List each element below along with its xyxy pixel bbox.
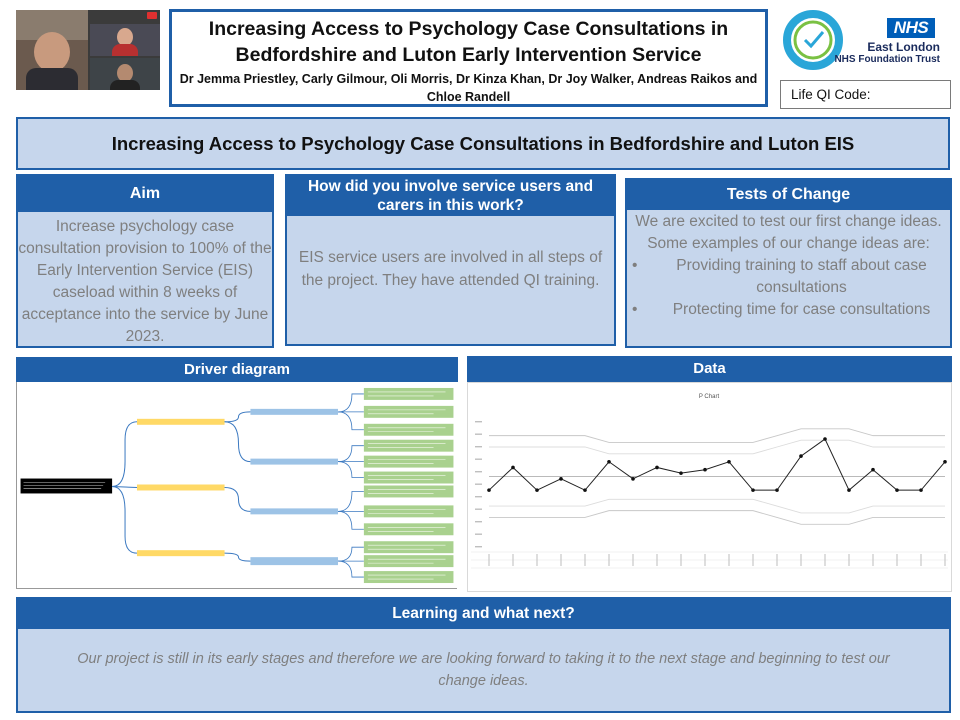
learning-text: Our project is still in its early stages and therefore we are looking forward to taking it to the next stage and beginning to test our change ideas. [77,651,890,689]
data-point [895,488,899,492]
y-tick [475,521,482,522]
nhs-logo: NHS [887,18,935,38]
table-cell-mark [728,554,729,566]
participant-tile [90,24,160,56]
y-tick [475,434,482,435]
table-cell-mark [824,554,825,566]
table-cell-mark [920,554,921,566]
aim-text: Increase psychology case consultation provision to 100% of the Early Intervention Service (EIS) caseload within 8 weeks of acceptance into the service by June 2023. [18,218,272,345]
involvement-text: EIS service users are involved in all steps of the project. They have attended QI training. [298,249,603,289]
table-cell-mark [752,554,753,566]
primary-driver-box [137,550,225,556]
y-tick [475,546,482,547]
change-idea-box [364,424,454,436]
aim-heading: Aim [18,176,272,212]
table-cell-mark [776,554,777,566]
driver-connector [112,486,137,553]
driver-connector [112,422,137,487]
data-point [511,466,515,470]
data-point [655,466,659,470]
table-cell-mark [536,554,537,566]
change-idea-boxes [364,388,454,583]
data-point [607,460,611,464]
table-cell-mark [584,554,585,566]
change-idea-box [364,485,454,497]
table-cell-mark [896,554,897,566]
table-cell-mark [512,554,513,566]
y-tick [475,496,482,497]
secondary-driver-box [250,508,338,514]
table-cell-mark [944,554,945,566]
aim-panel [16,174,274,348]
trust-subtitle: NHS Foundation Trust [834,54,940,65]
change-idea-box [364,456,454,468]
data-point [751,488,755,492]
data-point [727,460,731,464]
data-point [487,488,491,492]
y-tick [475,509,482,510]
data-point [535,488,539,492]
data-point [559,477,563,481]
involvement-heading: How did you involve service users and carers in this work? [287,176,614,216]
data-point [631,477,635,481]
project-banner: Increasing Access to Psychology Case Consultations in Bedfordshire and Luton EIS [16,117,950,170]
change-idea-box [364,523,454,535]
data-point [583,488,587,492]
participant-tile [16,10,88,90]
change-idea-box [364,505,454,517]
data-point [943,460,947,464]
y-tick [475,459,482,460]
chart-title: P Chart [698,394,720,400]
change-ideas-list [627,255,950,321]
poster-title: Increasing Access to Psychology Case Consultations in Bedfordshire and Luton Early Intervention Service [208,18,729,66]
participant-tile [90,58,160,90]
table-cell-mark [704,554,705,566]
video-call-thumbnail [16,10,160,90]
data-point [847,488,851,492]
secondary-driver-box [250,557,338,565]
driver-diagram [16,382,457,589]
data-point [823,437,827,441]
poster-title-box [169,9,768,107]
record-indicator-icon [147,12,157,19]
y-tick [475,534,482,535]
primary-driver-box [137,419,225,425]
driver-aim-box [21,479,113,494]
change-idea-box [364,388,454,400]
primary-driver-box [137,485,225,491]
table-cell-mark [488,554,489,566]
data-point [919,488,923,492]
secondary-driver-box [250,459,338,465]
secondary-driver-box [250,409,338,415]
table-cell-mark [800,554,801,566]
table-cell-mark [632,554,633,566]
trust-name: East London [867,40,940,54]
data-point [775,488,779,492]
driver-connectors-change-ideas [338,394,364,577]
y-tick [475,421,482,422]
data-point [703,468,707,472]
change-idea-item: • Protecting time for case consultations [627,299,950,321]
y-tick [475,471,482,472]
data-point [799,454,803,458]
table-cell-mark [560,554,561,566]
learning-panel [16,597,951,713]
p-chart [467,382,952,592]
y-tick [475,446,482,447]
change-idea-item: • Providing training to staff about case consultations [627,255,950,299]
change-idea-box [364,541,454,553]
tests-of-change-heading: Tests of Change [627,180,950,210]
lifeqi-code-box: Life QI Code: [780,80,951,109]
table-cell-mark [848,554,849,566]
driver-diagram-heading: Driver diagram [16,357,458,382]
table-cell-mark [608,554,609,566]
data-heading: Data [467,356,952,382]
change-idea-box [364,440,454,452]
table-cell-mark [872,554,873,566]
change-idea-box [364,406,454,418]
table-cell-mark [680,554,681,566]
tests-of-change-panel [625,178,952,348]
data-point [871,468,875,472]
poster-authors: Dr Jemma Priestley, Carly Gilmour, Oli Morris, Dr Kinza Khan, Dr Joy Walker, Andreas Raikos and Chloe Randell [179,72,758,104]
change-idea-box [364,555,454,567]
learning-heading: Learning and what next? [18,599,949,629]
y-tick [475,484,482,485]
change-idea-box [364,472,454,484]
tests-intro-text: We are excited to test our first change ideas. Some examples of our change ideas are: [635,213,942,252]
data-point [679,471,683,475]
involvement-panel [285,174,616,346]
change-idea-box [364,571,454,583]
table-cell-mark [656,554,657,566]
